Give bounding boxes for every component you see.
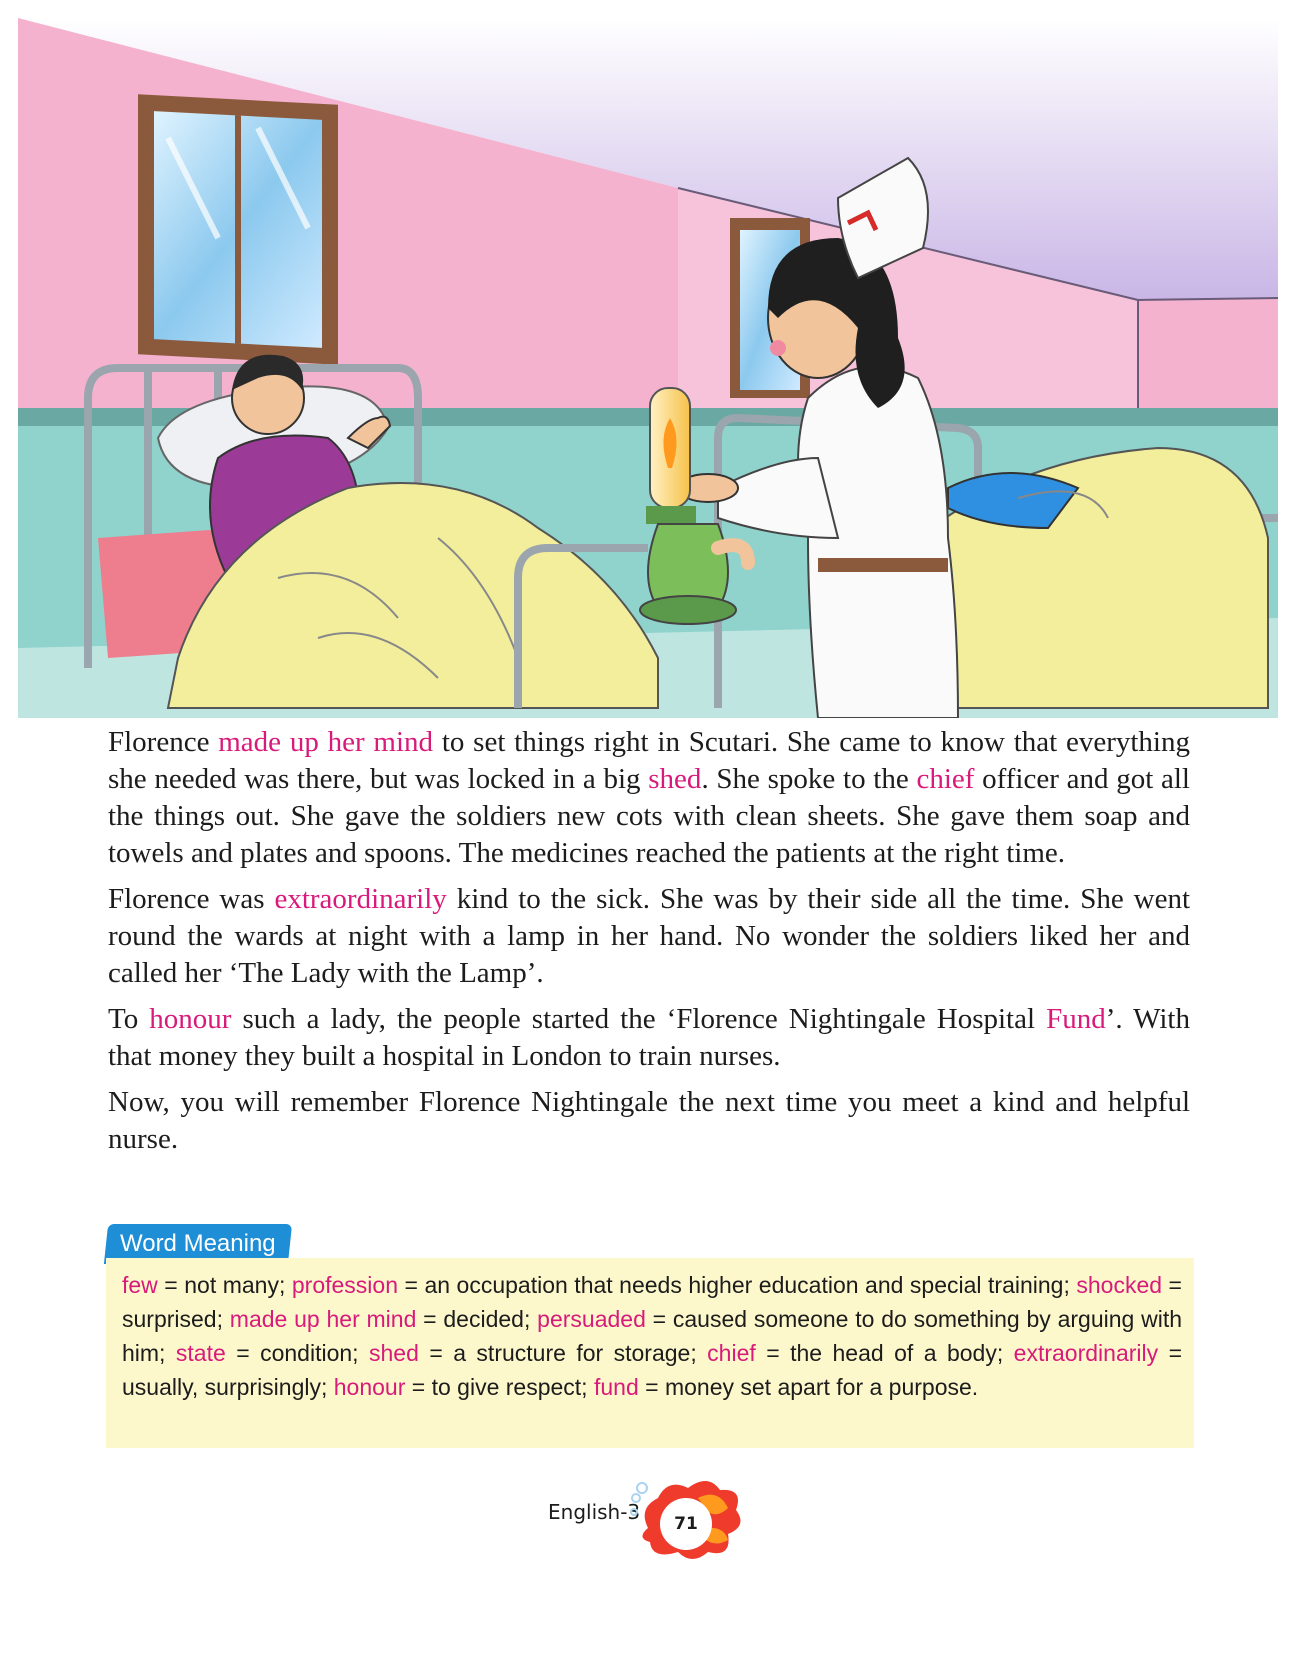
wm-meaning: = decided; bbox=[416, 1306, 538, 1332]
wm-meaning: = condition; bbox=[225, 1340, 369, 1366]
wm-word: few bbox=[122, 1272, 158, 1298]
highlight-chief: chief bbox=[916, 763, 975, 795]
wm-word: honour bbox=[333, 1374, 406, 1400]
wm-meaning: = money set apart for a purpose. bbox=[638, 1374, 979, 1400]
wm-word: extraordinarily bbox=[1013, 1340, 1159, 1366]
wm-word: fund bbox=[593, 1374, 639, 1400]
book-label: English-3 bbox=[548, 1500, 641, 1524]
wm-meaning: = an occupation that needs higher education and special training; bbox=[398, 1272, 1077, 1298]
wm-meaning: = usually, surprisingly; bbox=[122, 1340, 1182, 1400]
story-text bbox=[108, 724, 1190, 1167]
highlight-shed: shed bbox=[648, 763, 702, 795]
wm-meaning: = the head of a body; bbox=[755, 1340, 1014, 1366]
story-paragraph-3: To honour such a lady, the people started the ‘Florence Nightingale Hospital Fund’. With that money they built a hospital in London to train nurses. bbox=[108, 1003, 1190, 1072]
highlight-honour: honour bbox=[149, 1003, 232, 1035]
wm-word: persuaded bbox=[537, 1306, 646, 1332]
highlight-extraordinarily: extraordinarily bbox=[274, 883, 447, 915]
wm-meaning: = surprised; bbox=[122, 1272, 1182, 1332]
wm-meaning: = caused someone to do something by arguing with him; bbox=[122, 1306, 1183, 1366]
highlight-fund: Fund bbox=[1046, 1003, 1106, 1035]
wm-meaning: = not many; bbox=[157, 1272, 292, 1298]
wm-word: made up her mind bbox=[229, 1306, 417, 1332]
wm-meaning: = to give respect; bbox=[405, 1374, 594, 1400]
highlight-made-up-her-mind: made up her mind bbox=[218, 726, 434, 758]
wm-word: shocked bbox=[1076, 1272, 1163, 1298]
story-paragraph-2: Florence was extraordinarily kind to the sick. She was by their side all the time. She went round the wards at night with a lamp in her hand. No wonder the soldiers liked her and called her ‘The Lady with the Lamp’. bbox=[108, 883, 1191, 989]
story-paragraph-1: Florence made up her mind to set things right in Scutari. She came to know that everything she needed was there, but was locked in a big shed. She spoke to the chief officer and got all the things out. She gave the soldiers new cots with clean sheets. She gave them soap and towels and plates and spoons. The medicines reached the patients at the right time. bbox=[108, 726, 1190, 869]
wm-meaning: = a structure for storage; bbox=[418, 1340, 708, 1366]
hospital-ward-illustration bbox=[18, 18, 1278, 718]
wm-word: shed bbox=[369, 1340, 419, 1366]
wm-word: chief bbox=[707, 1340, 756, 1366]
page-number: 71 bbox=[674, 1514, 698, 1534]
story-paragraph-4: Now, you will remember Florence Nightingale the next time you meet a kind and helpful nurse. bbox=[108, 1086, 1190, 1155]
word-meaning-box bbox=[106, 1258, 1194, 1448]
wm-word: profession bbox=[291, 1272, 398, 1298]
word-meaning-title: Word Meaning bbox=[104, 1224, 292, 1264]
wm-word: state bbox=[175, 1340, 226, 1366]
